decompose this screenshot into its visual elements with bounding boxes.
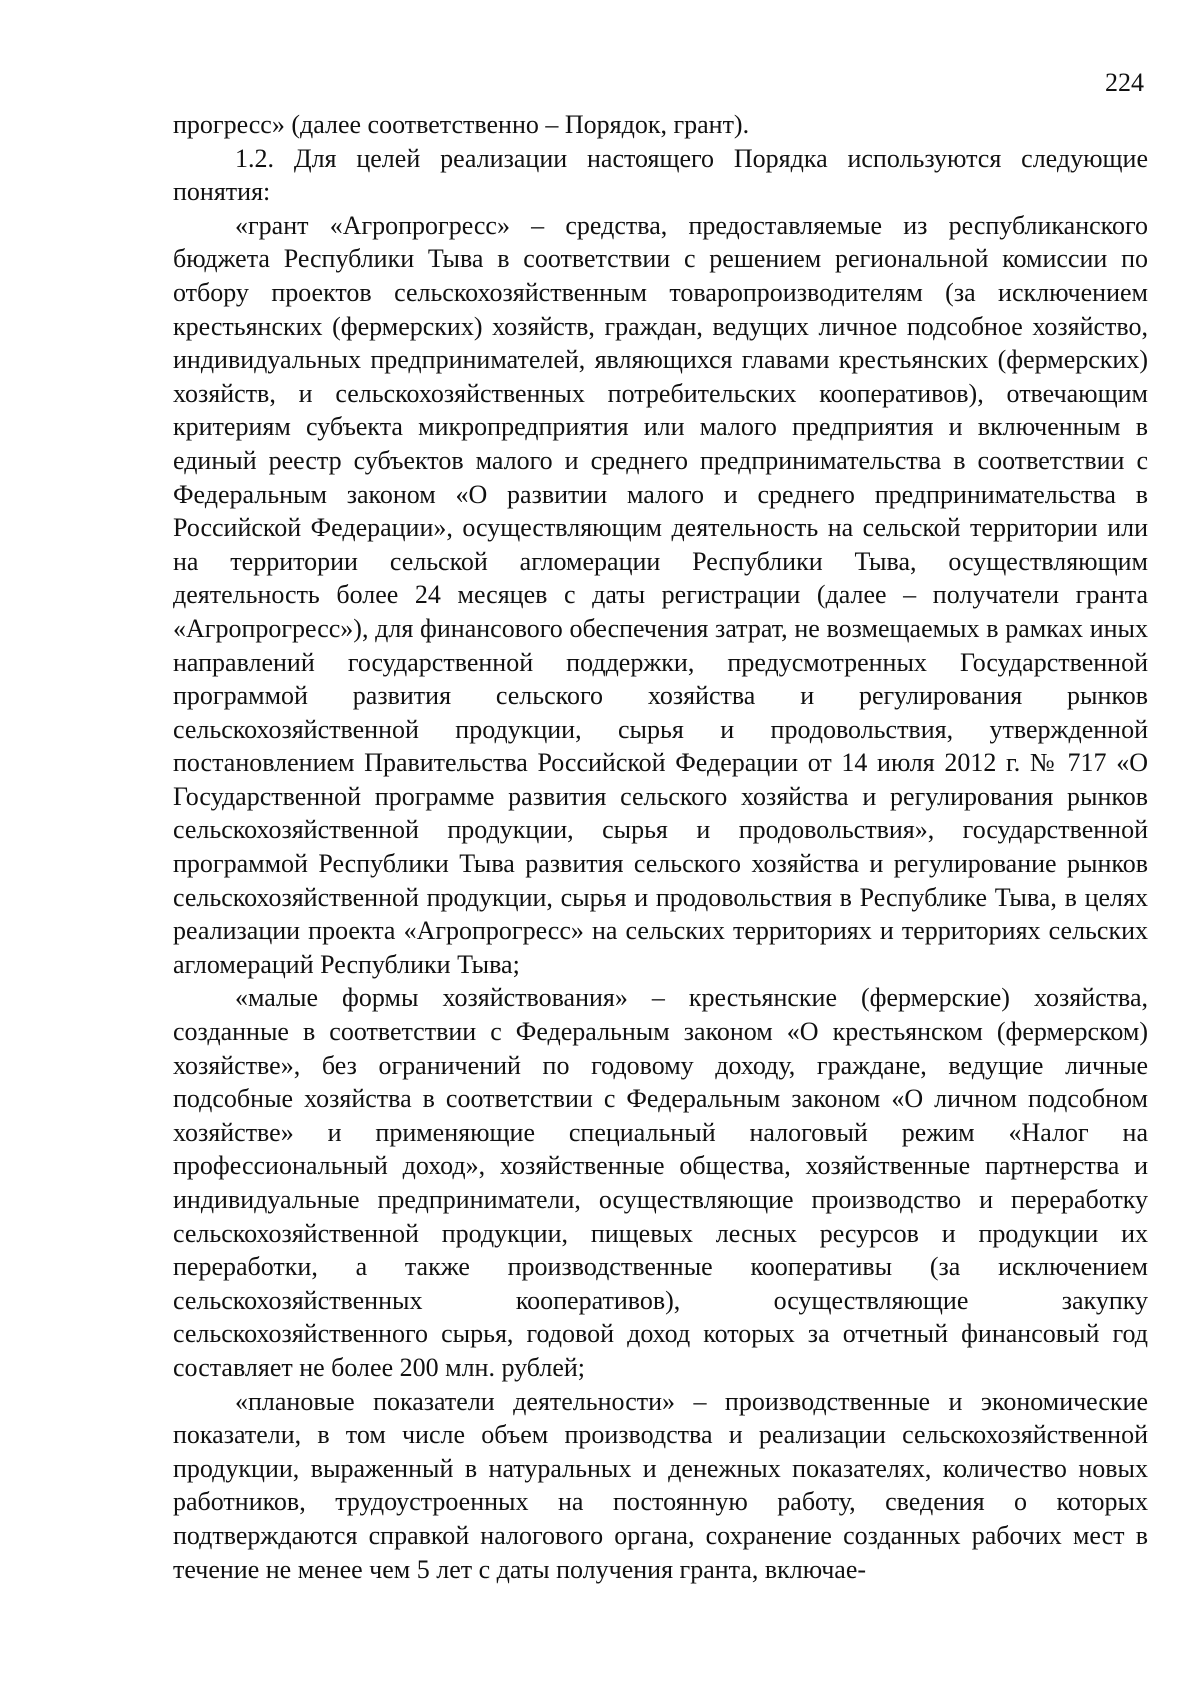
document-body: [173, 108, 1148, 1586]
paragraph-planned-indicators-definition: «плановые показатели деятельности» – производственные и экономические показатели, в том числе объем производства и реализации сельскохозяйственной продукции, выраженный в натуральных и денежных показателях, количество новых работников, трудоустроенных на постоянную работу, сведения о которых подтверждаются справкой налогового органа, сохранение созданных рабочих мест в течение не менее чем 5 лет с даты получения гранта, включае-: [173, 1386, 1148, 1584]
page-number: 224: [1105, 68, 1144, 97]
paragraph-section-1-2: 1.2. Для целей реализации настоящего Порядка используются следующие понятия:: [173, 143, 1148, 207]
paragraph-small-business-forms-definition: «малые формы хозяйствования» – крестьянские (фермерские) хозяйства, созданные в соответствии с Федеральным законом «О крестьянском (фермерском) хозяйстве», без ограничений по годовому доходу, граждане, ведущие личные подсобные хозяйства в соответствии с Федеральным законом «О личном подсобном хозяйстве» и применяющие специальный налоговый режим «Налог на профессиональный доход», хозяйственные общества, хозяйственные партнерства и индивидуальные предприниматели, осуществляющие производство и переработку сельскохозяйственной продукции, пищевых лесных ресурсов и продукции их переработки, а также производственные кооперативы (за исключением сельскохозяйственных кооперативов), осуществляющие закупку сельскохозяйственного сырья, годовой доход которых за отчетный финансовый год составляет не более 200 млн. рублей;: [173, 983, 1148, 1382]
paragraph-intro-continuation: прогресс» (далее соответственно – Порядок, грант).: [173, 110, 750, 139]
paragraph-grant-agroprogress-definition: «грант «Агропрогресс» – средства, предоставляемые из республиканского бюджета Республики Тыва в соответствии с решением региональной комиссии по отбору проектов сельскохозяйственным товаропроизводителям (за исключением крестьянских (фермерских) хозяйств, граждан, ведущих личное подсобное хозяйство, индивидуальных предпринимателей, являющихся главами крестьянских (фермерских) хозяйств, и сельскохозяйственных потребительских кооперативов), отвечающим критериям субъекта микропредприятия или малого предприятия и включенным в единый реестр субъектов малого и среднего предпринимательства в соответствии с Федеральным законом «О развитии малого и среднего предпринимательства в Российской Федерации», осуществляющим деятельность на сельской территории или на территории сельской агломерации Республики Тыва, осуществляющим деятельность более 24 месяцев с даты регистрации (далее – получатели гранта «Агропрогресс»), для финансового обеспечения затрат, не возмещаемых в рамках иных направлений государственной поддержки, предусмотренных Государственной программой развития сельского хозяйства и регулирования рынков сельскохозяйственной продукции, сырья и продовольствия, утвержденной постановлением Правительства Российской Федерации от 14 июля 2012 г. № 717 «О Государственной программе развития сельского хозяйства и регулирования рынков сельскохозяйственной продукции, сырья и продовольствия», государственной программой Республики Тыва развития сельского хозяйства и регулирование рынков сельскохозяйственной продукции, сырья и продовольствия в Республике Тыва, в целях реализации проекта «Агропрогресс» на сельских территориях и территориях сельских агломераций Республики Тыва;: [173, 210, 1148, 979]
